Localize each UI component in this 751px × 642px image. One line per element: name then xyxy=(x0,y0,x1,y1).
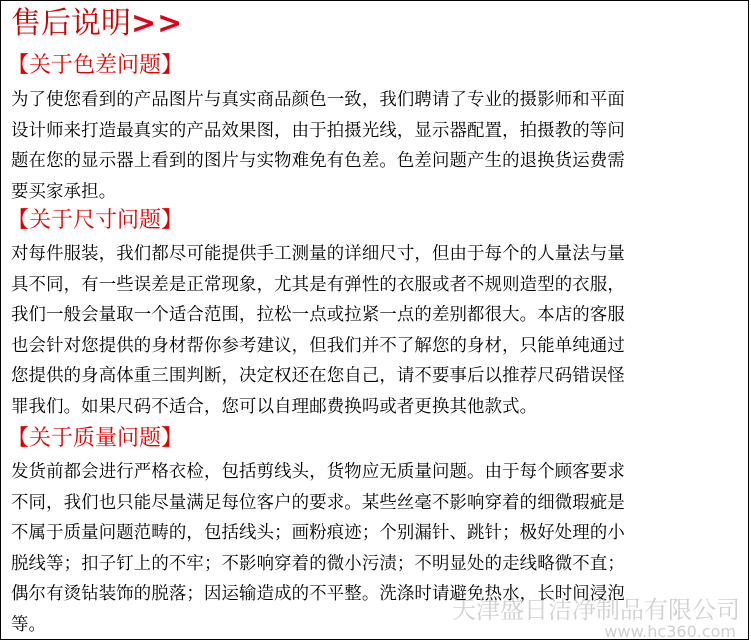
text-line: 设计师来打造最真实的产品效果图，由于拍摄光线，显示器配置，拍摄教的等问 xyxy=(11,120,625,141)
text-line: 题在您的显示器上看到的图片与实物难免有色差。色差问题产生的退换货运费需 xyxy=(11,151,625,171)
title-arrows: >> xyxy=(131,6,184,41)
text-line: 要买家承担。 xyxy=(11,181,117,202)
text-line: 我们一般会量取一个适合范围，拉松一点或拉紧一点的差别都很大。本店的客服 xyxy=(11,305,625,325)
text-line: 为了使您看到的产品图片与真实商品颜色一致，我们聘请了专业的摄影师和平面 xyxy=(11,90,625,110)
text-line: 发货前都会进行严格衣检，包括剪线头，货物应无质量问题。由于每个顾客要求 xyxy=(11,462,625,482)
section-body-color-difference xyxy=(11,85,743,207)
page-title-text: 售后说明 xyxy=(11,6,131,41)
page-title xyxy=(11,5,183,43)
text-line: 偶尔有烫钻装饰的脱落；因运输造成的不平整。洗涤时请避免热水，长时间浸泡 xyxy=(11,584,625,604)
text-line: 具不同，有一些误差是正常现象，尤其是有弹性的衣服或者不规则造型的衣服， xyxy=(11,274,625,295)
text-line: 等。 xyxy=(11,614,47,635)
text-line: 脱线等；扣子钉上的不牢；不影响穿着的微小污渍；不明显处的走线略微不直； xyxy=(11,553,625,574)
text-line: 罪我们。如果尺码不适合，您可以自理邮费换吗或者更换其他款式。 xyxy=(11,396,538,417)
section-heading-color-difference: 【关于色差问题】 xyxy=(7,53,184,78)
section-heading-quality: 【关于质量问题】 xyxy=(7,426,184,451)
watermark-company: 天津盛日洁净制品有限公司 xyxy=(452,596,740,624)
section-heading-size: 【关于尺寸问题】 xyxy=(7,208,184,233)
watermark-url: www.hc360.com xyxy=(604,622,736,641)
section-body-size xyxy=(11,239,743,422)
text-line: 不同，我们也只能尽量满足每位客户的要求。某些丝毫不影响穿着的细微瑕疵是 xyxy=(11,492,625,513)
text-line: 不属于质量问题范畴的，包括线头；画粉痕迹；个别漏针、跳针；极好处理的小 xyxy=(11,523,625,543)
text-line: 也会针对您提供的身材帮你参考建议，但我们并不了解您的身材，只能单纯通过 xyxy=(11,335,625,356)
text-line: 对每件服装，我们都尽可能提供手工测量的详细尺寸，但由于每个的人量法与量 xyxy=(11,244,625,264)
text-line: 您提供的身高体重三围判断，决定权还在您自己，请不要事后以推荐尺码错误怪 xyxy=(11,366,625,386)
